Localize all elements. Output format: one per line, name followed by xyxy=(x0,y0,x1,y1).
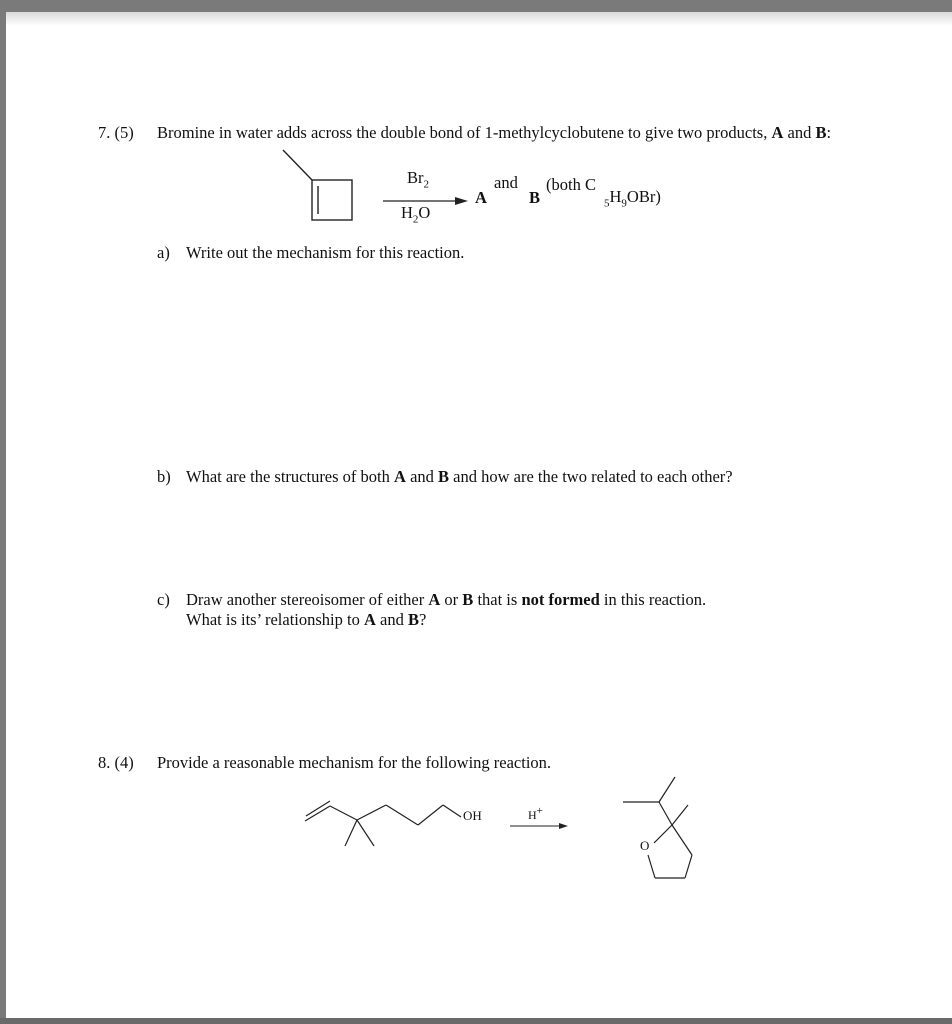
q8-number: 8. (4) xyxy=(98,753,134,772)
part-b-label: b) xyxy=(157,467,171,486)
part-c-line1: Draw another stereoisomer of either A or B that is not formed in this reaction. xyxy=(186,590,707,609)
product-b: B xyxy=(529,188,541,207)
q7-number: 7. (5) xyxy=(98,123,134,142)
both-formula-top: (both C xyxy=(546,175,596,194)
part-b-text: What are the structures of both A and B and how are the two related to each other? xyxy=(186,467,733,486)
q8-text: Provide a reasonable mechanism for the following reaction. xyxy=(157,753,552,772)
part-a-label: a) xyxy=(157,243,170,262)
q8-reagent: H+ xyxy=(528,805,543,822)
product-a: A xyxy=(475,188,487,207)
reagent-br2: $Br_2$ xyxy=(407,168,429,191)
reagent-h2o: $H_2O$ xyxy=(401,203,431,226)
part-c-label: c) xyxy=(157,590,170,609)
both-formula-bottom: $_5H_9OBr$) xyxy=(604,187,661,210)
part-c-line2: What is its’ relationship to A and B? xyxy=(186,610,427,629)
product-and: and xyxy=(494,173,518,192)
part-a-text: Write out the mechanism for this reaction. xyxy=(186,243,465,262)
o-label: O xyxy=(640,838,650,853)
q7-intro: Bromine in water adds across the double bond of 1-methylcyclobutene to give two products, A and B: xyxy=(157,123,832,142)
oh-label: OH xyxy=(463,808,482,823)
